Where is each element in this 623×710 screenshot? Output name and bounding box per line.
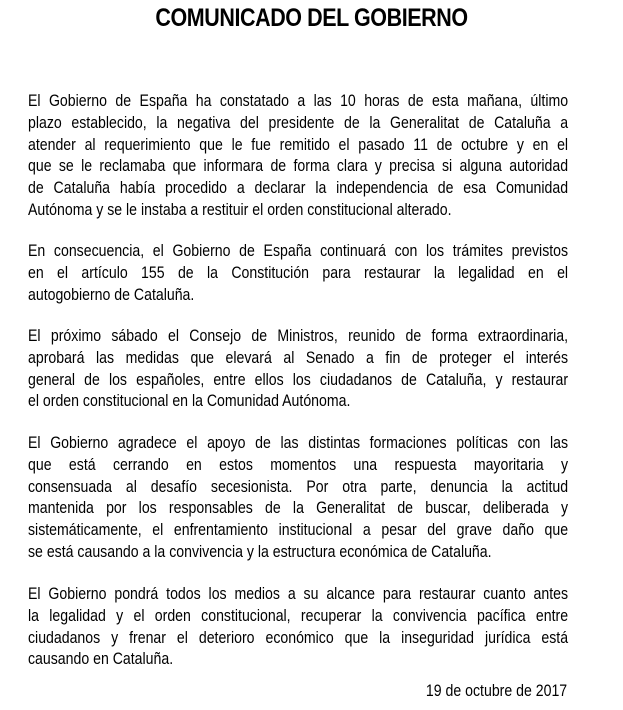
paragraph-line: sistemáticamente, el enfrentamiento institucional a pesar del grave daño que bbox=[28, 520, 569, 540]
paragraph-line: causando en Cataluña. bbox=[28, 649, 174, 669]
paragraph-line: aprobará las medidas que elevará al Senado a fin de proteger el interés bbox=[28, 347, 569, 367]
paragraph-3 bbox=[28, 325, 568, 412]
paragraph-line: se está causando a la convivencia y la estructura económica de Cataluña. bbox=[28, 541, 492, 561]
paragraph-line: la legalidad y el orden constitucional, recuperar la convivencia pacífica entre bbox=[28, 605, 569, 625]
paragraph-line: en el artículo 155 de la Constitución para restaurar la legalidad en el bbox=[28, 262, 569, 282]
paragraph-line: El próximo sábado el Consejo de Ministros, reunido de forma extraordinaria, bbox=[28, 326, 569, 345]
paragraph-line: El Gobierno agradece el apoyo de las distintas formaciones políticas con las bbox=[28, 433, 569, 452]
document-date bbox=[300, 680, 567, 702]
paragraph-line: el orden constitucional en la Comunidad Autónoma. bbox=[28, 391, 351, 411]
paragraph-line: que está cerrando en estos momentos una respuesta mayoritaria y bbox=[28, 454, 569, 474]
paragraph-line: mantenida por los responsables de la Generalitat de buscar, deliberada y bbox=[28, 498, 569, 518]
paragraph-line: autogobierno de Cataluña. bbox=[28, 284, 195, 304]
paragraph-line: atender al requerimiento que le fue remitido el pasado 11 de octubre y en el bbox=[28, 134, 569, 154]
paragraph-line: de Cataluña había procedido a declarar la independencia de esa Comunidad bbox=[28, 178, 569, 198]
paragraph-line: que se le reclamaba que informara de forma clara y precisa si alguna autoridad bbox=[28, 156, 569, 176]
paragraph-line: Autónoma y se le instaba a restituir el orden constitucional alterado. bbox=[28, 199, 452, 219]
paragraph-line: ciudadanos y frenar el deterioro económico que la inseguridad jurídica está bbox=[28, 627, 569, 647]
document-title-text: COMUNICADO DEL GOBIERNO bbox=[155, 4, 468, 32]
paragraph-4 bbox=[28, 432, 568, 563]
paragraph-1 bbox=[28, 90, 568, 221]
paragraph-2 bbox=[28, 240, 568, 305]
paragraph-line: consensuada al desafío secesionista. Por otra parte, denuncia la actitud bbox=[28, 476, 569, 496]
paragraph-line: general de los españoles, entre ellos los ciudadanos de Cataluña, y restaurar bbox=[28, 369, 569, 389]
document-title bbox=[0, 2, 623, 34]
paragraph-line: El Gobierno de España ha constatado a las 10 horas de esta mañana, último bbox=[28, 91, 569, 110]
document-date-text: 19 de octubre de 2017 bbox=[425, 681, 567, 700]
paragraph-5 bbox=[28, 583, 568, 670]
paragraph-line: En consecuencia, el Gobierno de España continuará con los trámites previstos bbox=[28, 241, 569, 260]
paragraph-line: plazo establecido, la negativa del presidente de la Generalitat de Cataluña a bbox=[28, 112, 569, 132]
paragraph-line: El Gobierno pondrá todos los medios a su alcance para restaurar cuanto antes bbox=[28, 584, 569, 603]
